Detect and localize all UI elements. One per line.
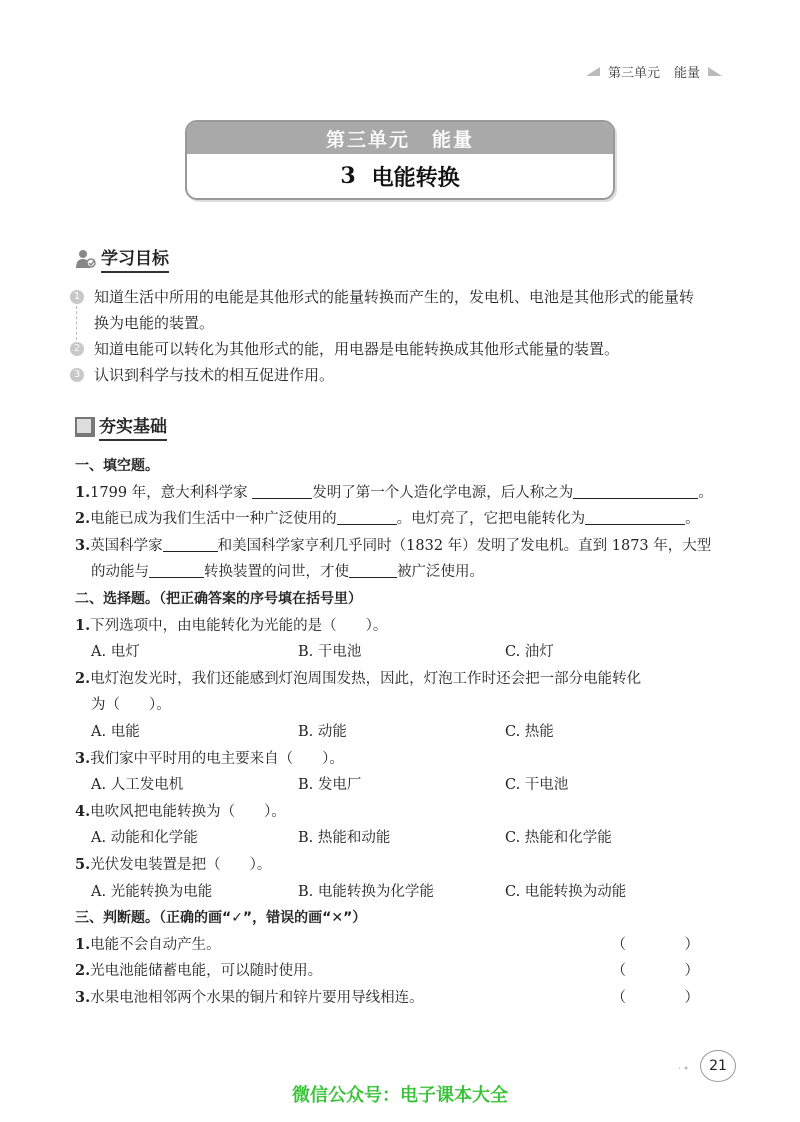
objective-number: 3 (70, 368, 84, 382)
choice-question: 1.下列选项中，由电能转化为光能的是（ ）。 (75, 616, 388, 634)
choice-question-cont: 为（ ）。 (91, 697, 171, 714)
option-c[interactable]: C. 热能 (505, 723, 554, 740)
triangle-right-icon (708, 67, 722, 76)
notebook-icon (75, 417, 95, 437)
choice-options (75, 879, 725, 906)
objectives-heading-text: 学习目标 (101, 244, 169, 273)
option-b[interactable]: B. 热能和动能 (298, 830, 391, 847)
watermark: 微信公众号：电子课本大全 (292, 1085, 508, 1106)
answer-blank[interactable] (337, 507, 397, 525)
choice-options (75, 639, 725, 666)
choice-section-title: 二、选择题。（把正确答案的序号填在括号里） (75, 590, 362, 607)
option-b[interactable]: B. 干电池 (298, 644, 362, 661)
choice-question: 4.电吹风把电能转换为（ ）。 (75, 802, 286, 820)
objective-item (70, 284, 730, 336)
answer-blank[interactable] (163, 534, 218, 552)
lesson-title-box (185, 120, 615, 200)
unit-topic: 能量 (432, 128, 475, 151)
option-c[interactable]: C. 热能和化学能 (505, 830, 612, 847)
objective-item (70, 336, 730, 362)
option-c[interactable]: C. 油灯 (505, 644, 554, 661)
answer-blank[interactable] (349, 560, 397, 578)
option-b[interactable]: B. 发电厂 (298, 777, 362, 794)
judge-question: 3.水果电池相邻两个水果的铜片和锌片要用导线相连。 （ ） (75, 985, 725, 1012)
choice-question: 3.我们家中平时用的电主要来自（ ）。 (75, 749, 344, 767)
page-number: 21 (700, 1050, 736, 1082)
judge-question: 2.光电池能储蓄电能，可以随时使用。 （ ） (75, 958, 725, 985)
option-b[interactable]: B. 电能转换为化学能 (298, 883, 434, 900)
option-a[interactable]: A. 电能 (91, 723, 140, 740)
objectives-heading (75, 244, 169, 273)
fill-question-cont: 的动能与 转换装置的问世，才使 被广泛使用。 (75, 559, 725, 586)
option-b[interactable]: B. 动能 (298, 723, 347, 740)
objective-text: 知道生活中所用的电能是其他形式的能量转换而产生的，发电机、电池是其他形式的能量转 (94, 288, 695, 306)
learner-icon (75, 248, 97, 270)
header-unit: 第三单元 (607, 66, 660, 81)
header-topic: 能量 (673, 66, 700, 81)
choice-question: 5.光伏发电装置是把（ ）。 (75, 855, 272, 873)
answer-blank[interactable] (573, 481, 698, 499)
objective-text-cont: 换为电能的装置。 (94, 314, 215, 332)
fill-question: 1.1799 年，意大利科学家 发明了第一个人造化学电源，后人称之为 。 (75, 480, 725, 507)
option-a[interactable]: A. 电灯 (91, 644, 140, 661)
objective-text: 知道电能可以转化为其他形式的能，用电器是电能转换成其他形式能量的装置。 (94, 340, 620, 358)
choice-question: 2.电灯泡发光时，我们还能感到灯泡周围发热，因此，灯泡工作时还会把一部分电能转化 (75, 669, 642, 687)
basics-heading (75, 412, 167, 441)
fill-section-title: 一、填空题。 (75, 458, 159, 474)
fill-question: 3.英国科学家 和美国科学家亨利几乎同时（1832 年）发明了发电机。直到 1873 年，大型 (75, 533, 725, 560)
unit-label: 第三单元 (325, 128, 410, 151)
choice-options (75, 719, 725, 746)
triangle-left-icon (586, 67, 600, 76)
judge-section-title: 三、判断题。（正确的画“✓”，错误的画“✕”） (75, 910, 367, 927)
option-a[interactable]: A. 人工发电机 (91, 777, 184, 794)
fill-question: 2.电能已成为我们生活中一种广泛使用的 。电灯亮了，它把电能转化为 。 (75, 506, 725, 533)
basics-heading-text: 夯实基础 (99, 412, 167, 441)
choice-options (75, 825, 725, 852)
lesson-title (187, 154, 613, 198)
answer-bracket[interactable]: （ ） (611, 936, 721, 953)
exercises (75, 453, 725, 1011)
answer-bracket[interactable]: （ ） (611, 963, 721, 980)
objective-number: 1 (70, 290, 84, 304)
objective-number: 2 (70, 342, 84, 356)
choice-options (75, 772, 725, 799)
answer-blank[interactable] (149, 560, 204, 578)
objectives-list (70, 284, 730, 388)
answer-blank[interactable] (252, 481, 312, 499)
option-a[interactable]: A. 光能转换为电能 (91, 883, 213, 900)
page-decoration: ·• (678, 1064, 692, 1075)
lesson-number: 3 (340, 163, 356, 189)
objective-text: 认识到科学与技术的相互促进作用。 (94, 366, 335, 384)
answer-bracket[interactable]: （ ） (611, 989, 721, 1006)
option-c[interactable]: C. 电能转换为动能 (505, 883, 627, 900)
option-a[interactable]: A. 动能和化学能 (91, 830, 198, 847)
running-header (586, 62, 722, 81)
option-c[interactable]: C. 干电池 (505, 777, 569, 794)
answer-blank[interactable] (585, 507, 685, 525)
unit-banner (187, 122, 613, 154)
objective-item (70, 362, 730, 388)
lesson-name: 电能转换 (371, 165, 460, 191)
judge-question: 1.电能不会自动产生。 （ ） (75, 932, 725, 959)
